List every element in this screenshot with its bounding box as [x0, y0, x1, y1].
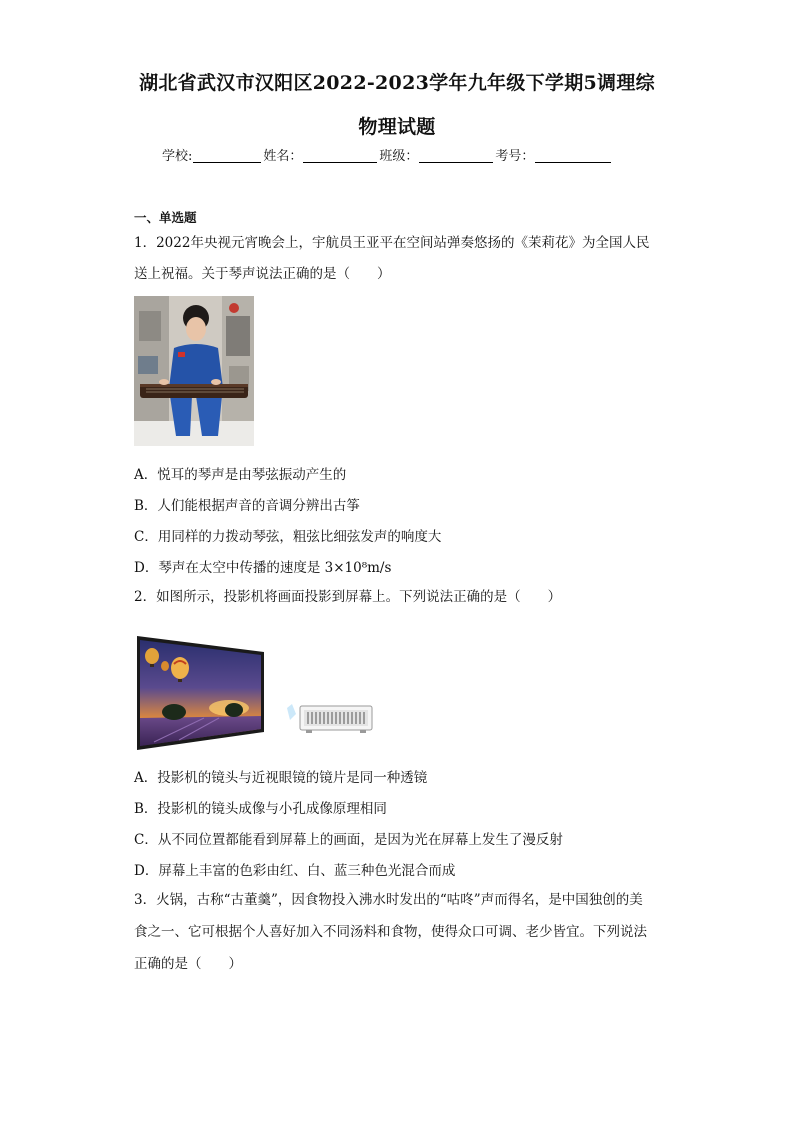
- question-1-option-c: C．用同样的力拨动琴弦，粗弦比细弦发声的响度大: [134, 529, 442, 545]
- exam-number-label: 考号：: [495, 149, 535, 164]
- class-blank[interactable]: [419, 149, 493, 163]
- question-3-line2: 食之一、它可根据个人喜好加入不同汤料和食物，使得众口可调、老少皆宜。下列说法: [134, 924, 647, 940]
- question-2-line1: 2．如图所示，投影机将画面投影到屏幕上。下列说法正确的是（ ）: [134, 589, 562, 605]
- school-label: 学校:: [162, 149, 193, 164]
- name-blank[interactable]: [303, 149, 377, 163]
- exam-title-line1: 湖北省武汉市汉阳区2022-2023学年九年级下学期5调理综: [139, 72, 655, 94]
- question-1-option-b: B．人们能根据声音的音调分辨出古筝: [134, 498, 360, 514]
- question-1-line2: 送上祝福。关于琴声说法正确的是（ ）: [134, 266, 391, 282]
- question-2-option-c: C．从不同位置都能看到屏幕上的画面，是因为光在屏幕上发生了漫反射: [134, 832, 563, 848]
- projector-screen-illustration: [134, 630, 379, 752]
- exam-title-line2: 物理试题: [358, 116, 436, 138]
- section-title: 一、单选题: [134, 210, 197, 225]
- name-label: 姓名：: [263, 149, 303, 164]
- astronaut-guzheng-photo: [134, 296, 254, 446]
- question-2-option-a: A．投影机的镜头与近视眼镜的镜片是同一种透镜: [134, 770, 428, 786]
- exam-number-blank[interactable]: [535, 149, 611, 163]
- question-3-line3: 正确的是（ ）: [134, 956, 242, 972]
- school-blank[interactable]: [193, 149, 261, 163]
- class-label: 班级：: [379, 149, 419, 164]
- question-1-option-a: A．悦耳的琴声是由琴弦振动产生的: [134, 467, 347, 483]
- question-1-option-d: D．琴声在太空中传播的速度是 3×10⁸m/s: [134, 560, 392, 576]
- student-info-row: [162, 145, 613, 164]
- question-2-option-b: B．投影机的镜头成像与小孔成像原理相同: [134, 801, 387, 817]
- question-1-line1: 1．2022年央视元宵晚会上，宇航员王亚平在空间站弹奏悠扬的《茉莉花》为全国人民: [134, 235, 650, 251]
- question-2-option-d: D．屏幕上丰富的色彩由红、白、蓝三种色光混合而成: [134, 863, 456, 879]
- question-3-line1: 3．火锅，古称“古董羹”，因食物投入沸水时发出的“咕咚”声而得名，是中国独创的美: [134, 892, 643, 908]
